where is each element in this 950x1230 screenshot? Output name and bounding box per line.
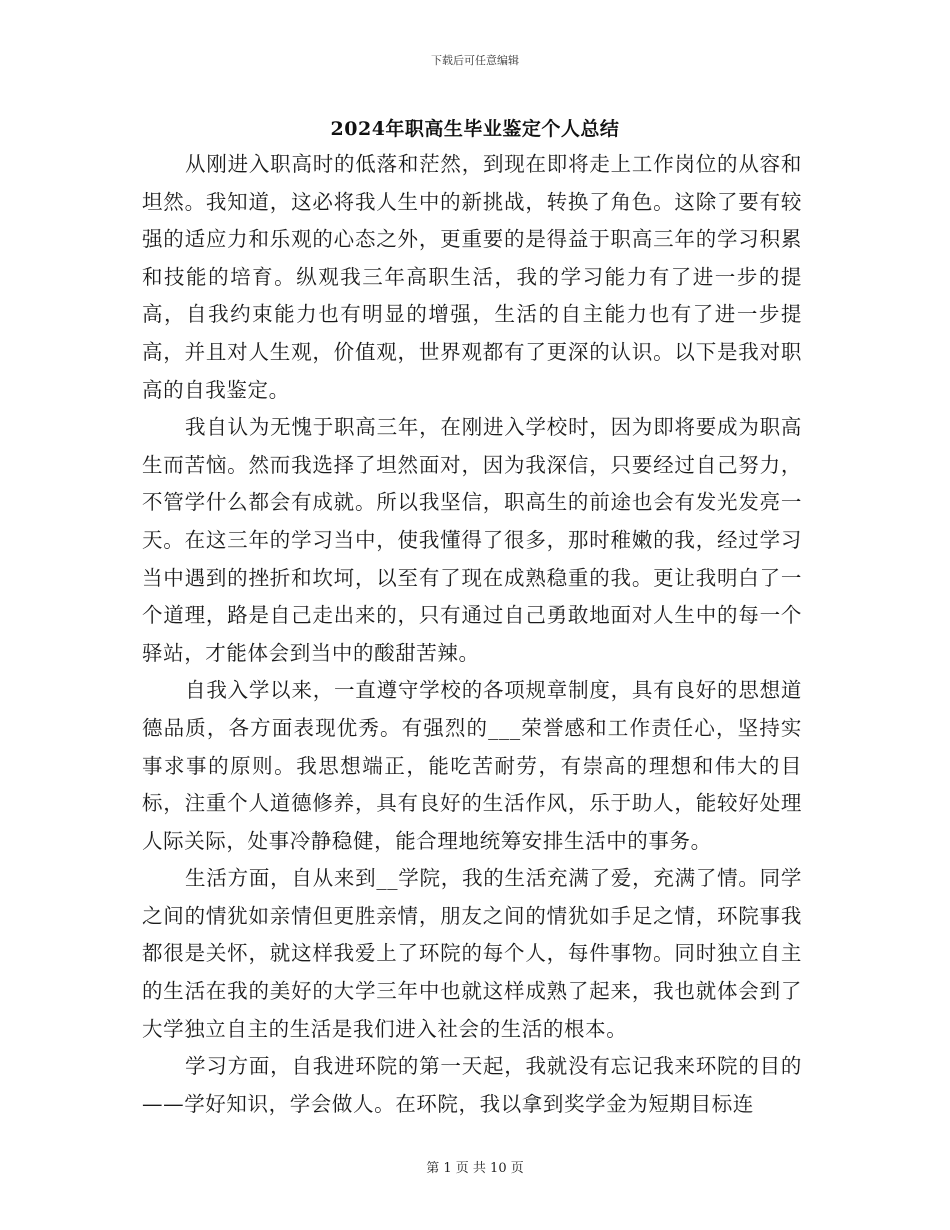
paragraph-conduct: 自我入学以来，一直遵守学校的各项规章制度，具有良好的思想道德品质，各方面表现优秀。有强烈的___荣誉感和工作责任心，坚持实事求事的原则。我思想端正，能吃苦耐劳，有崇高的理想和伟大的目标，注重个人道德修养，具有良好的生活作风，乐于助人，能较好处理人际关际，处事冷静稳健，能合理地统筹安排生活中的事务。 <box>142 678 802 853</box>
document-title: 2024年职高生毕业鉴定个人总结 <box>330 118 620 140</box>
paragraph-study: 学习方面，自我进环院的第一天起，我就没有忘记我来环院的目的——学好知识，学会做人。在环院，我以拿到奖学金为短期目标连 <box>142 1054 802 1116</box>
document-body <box>142 146 802 1123</box>
paragraph-self-assessment: 我自认为无愧于职高三年，在刚进入学校时，因为即将要成为职高生而苦恼。然而我选择了坦然面对，因为我深信，只要经过自己努力，不管学什么都会有成就。所以我坚信，职高生的前途也会有发光发亮一天。在这三年的学习当中，使我懂得了很多，那时稚嫩的我，经过学习当中遇到的挫折和坎坷，以至有了现在成熟稳重的我。更让我明白了一个道理，路是自己走出来的，只有通过自己勇敢地面对人生中的每一个驿站，才能体会到当中的酸甜苦辣。 <box>142 415 802 665</box>
paragraph-intro: 从刚进入职高时的低落和茫然，到现在即将走上工作岗位的从容和坦然。我知道，这必将我人生中的新挑战，转换了角色。这除了要有较强的适应力和乐观的心态之外，更重要的是得益于职高三年的学习积累和技能的培育。纵观我三年高职生活，我的学习能力有了进一步的提高，自我约束能力也有明显的增强，生活的自主能力也有了进一步提高，并且对人生观，价值观，世界观都有了更深的认识。以下是我对职高的自我鉴定。 <box>142 152 802 402</box>
download-note: 下载后可任意编辑 <box>431 54 519 67</box>
page-number: 第 1 页 共 10 页 <box>426 1161 524 1176</box>
paragraph-life: 生活方面，自从来到__学院，我的生活充满了爱，充满了情。同学之间的情犹如亲情但更胜亲情，朋友之间的情犹如手足之情，环院事我都很是关怀，就这样我爱上了环院的每个人，每件事物。同时独立自主的生活在我的美好的大学三年中也就这样成熟了起来，我也就体会到了大学独立自主的生活是我们进入社会的生活的根本。 <box>142 866 802 1041</box>
